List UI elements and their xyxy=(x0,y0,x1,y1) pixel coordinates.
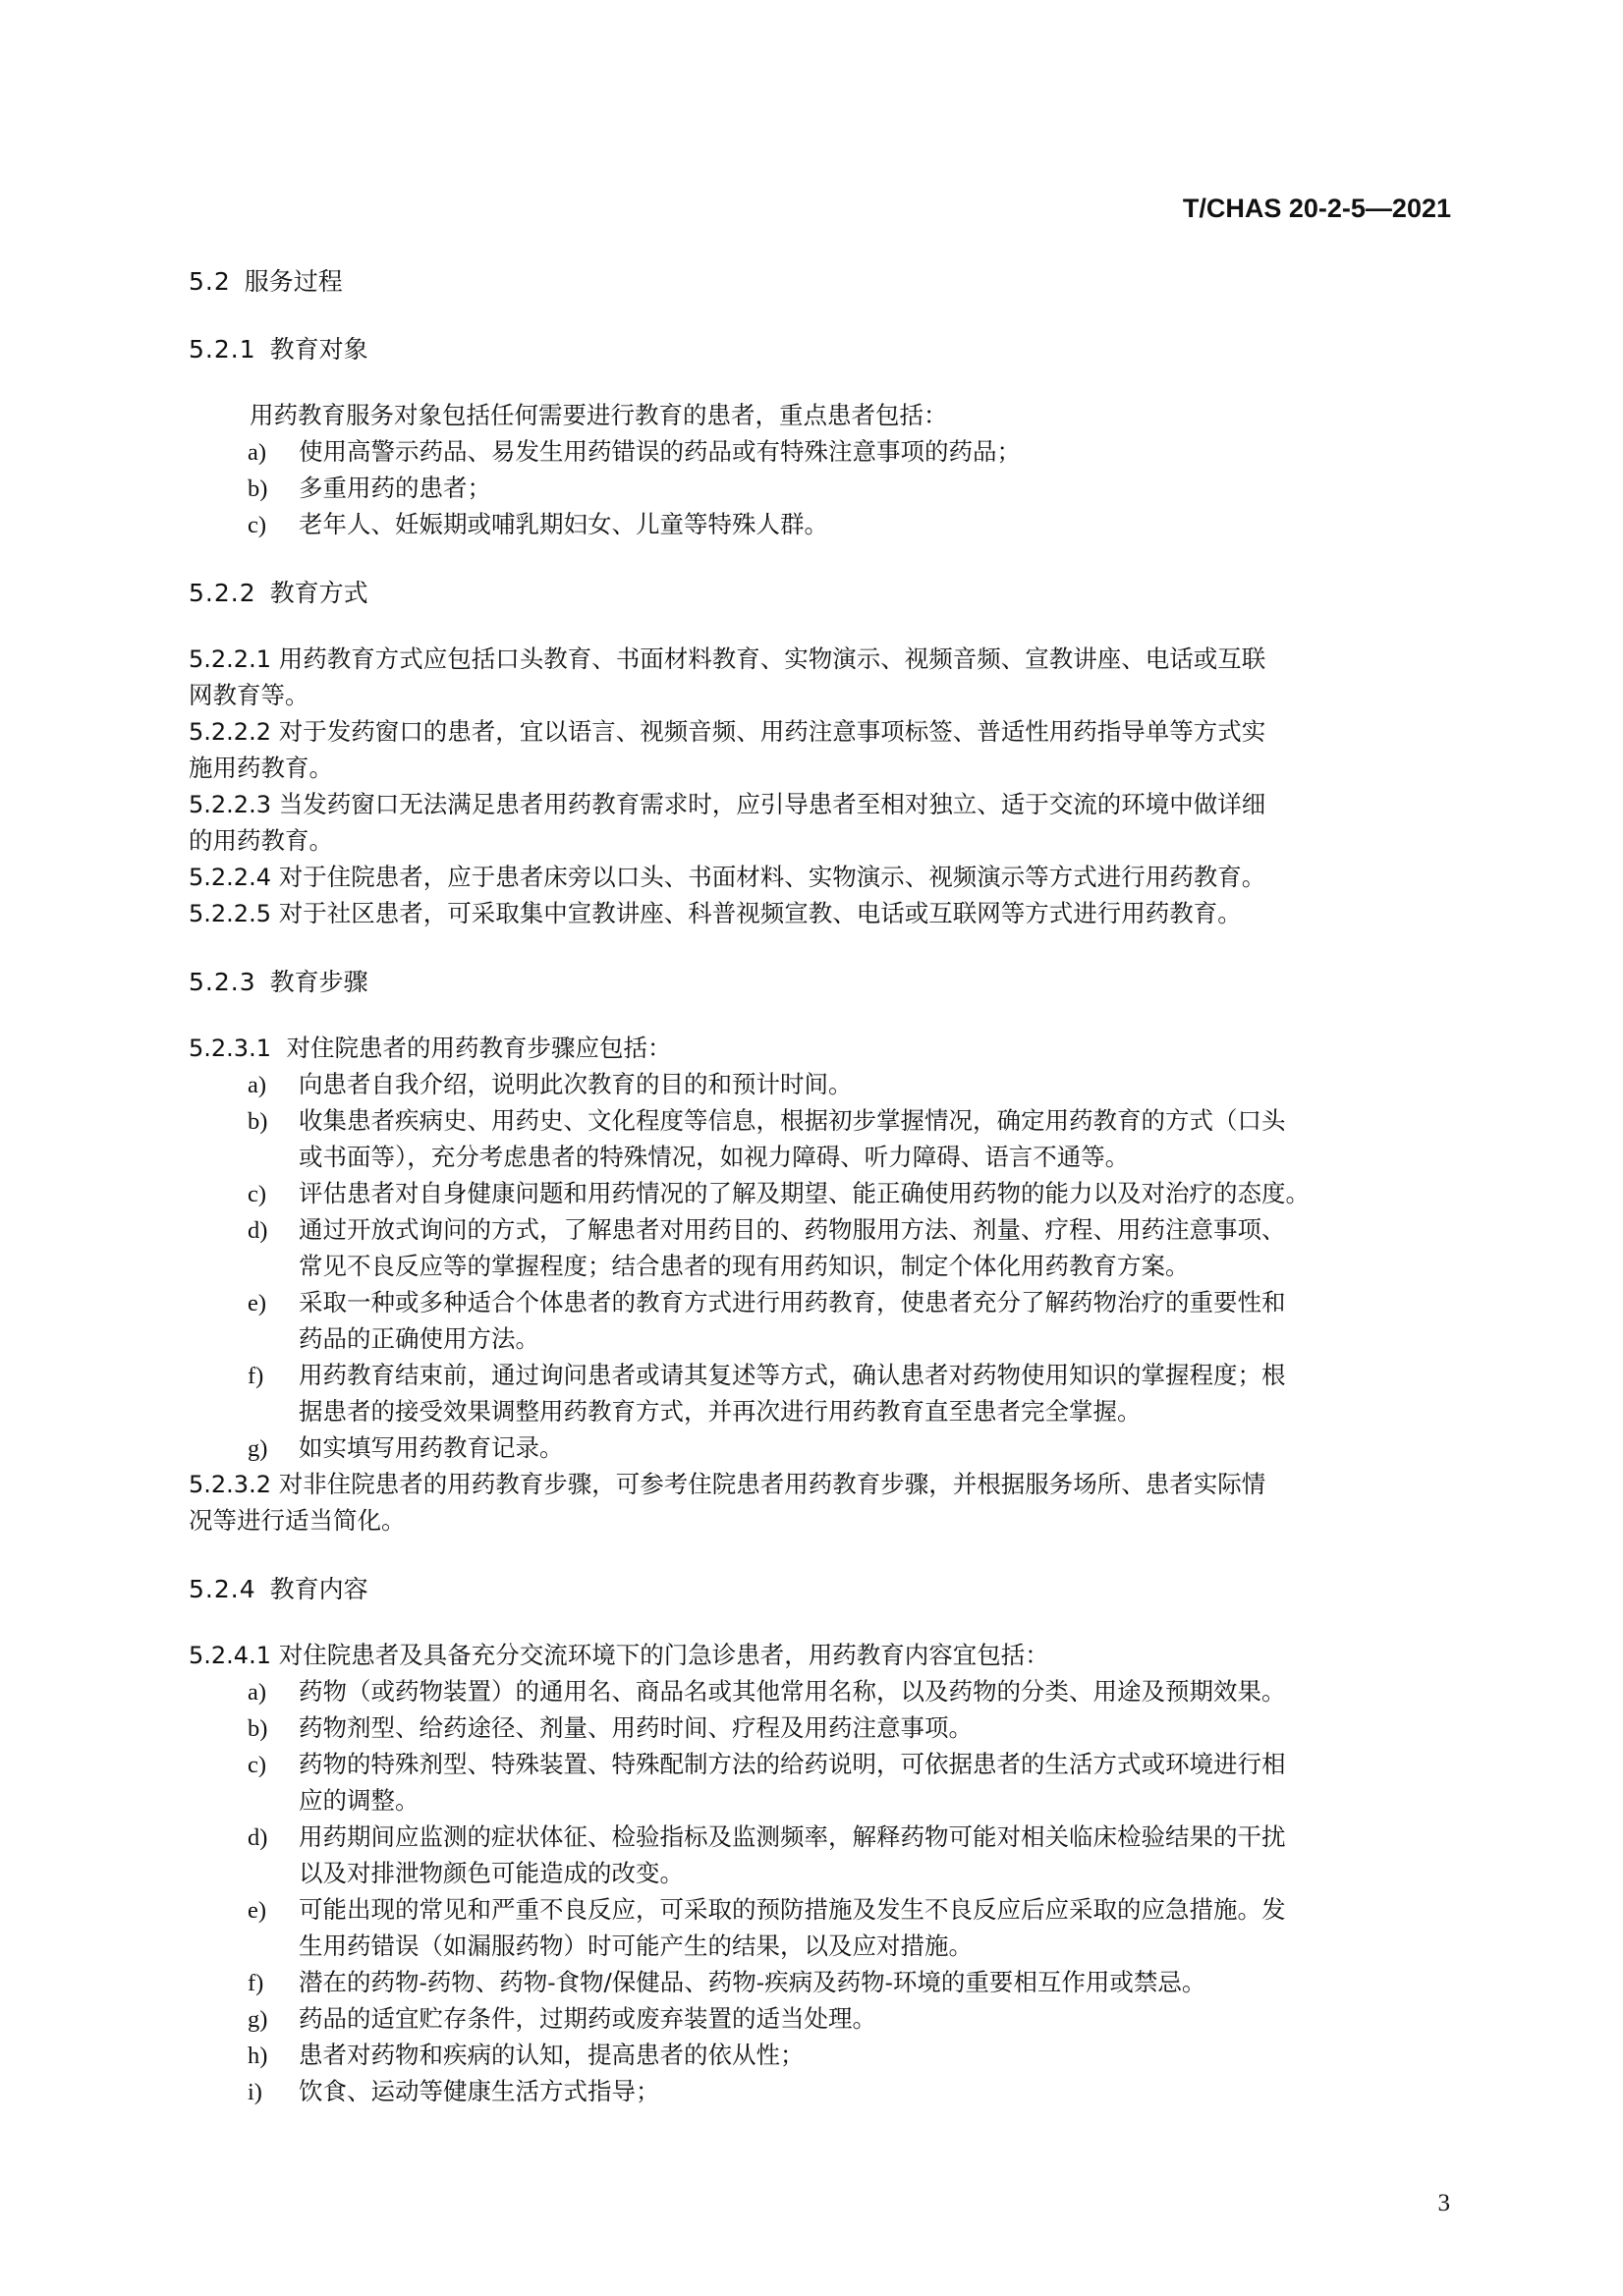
section-number: 5.2.4 xyxy=(189,1575,256,1603)
page-content xyxy=(189,263,1456,2109)
list-item: g) 药品的适宜贮存条件，过期药或废弃装置的适当处理。 xyxy=(248,2004,876,2033)
clause-5-2-2-4: 5.2.2.4 对于住院患者，应于患者床旁以口头、书面材料、实物演示、视频演示等方式进行用药教育。 xyxy=(189,863,1266,891)
list-item: b) 药物剂型、给药途径、剂量、用药时间、疗程及用药注意事项。 xyxy=(248,1713,973,1742)
list-item: b) 多重用药的患者； xyxy=(248,474,491,502)
list-item: e) 可能出现的常见和严重不良反应，可采取的预防措施及发生不良反应后应采取的应急措施。发 生用药错误（如漏服药物）时可能产生的结果，以及应对措施。 xyxy=(248,1895,1286,1960)
section-title: 教育步骤 xyxy=(269,968,368,996)
clause-5-2-2-3: 5.2.2.3 当发药窗口无法满足患者用药教育需求时，应引导患者至相对独立、适于交流的环境中做详细 的用药教育。 xyxy=(189,790,1266,855)
list-item: a) 向患者自我介绍，说明此次教育的目的和预计时间。 xyxy=(248,1070,853,1098)
list-item: i) 饮食、运动等健康生活方式指导； xyxy=(248,2077,660,2105)
list-item: g) 如实填写用药教育记录。 xyxy=(248,1433,564,1462)
list-item: d) 用药期间应监测的症状体征、检验指标及监测频率，解释药物可能对相关临床检验结果的干扰 以及对排泄物颜色可能造成的改变。 xyxy=(248,1822,1286,1887)
section-number: 5.2.1 xyxy=(189,335,256,364)
list-item: b) 收集患者疾病史、用药史、文化程度等信息，根据初步掌握情况，确定用药教育的方式（口头 或书面等），充分考虑患者的特殊情况，如视力障碍、听力障碍、语言不通等。 xyxy=(248,1106,1286,1171)
list-item: a) 使用高警示药品、易发生用药错误的药品或有特殊注意事项的药品； xyxy=(248,437,1021,466)
list-item: a) 药物（或药物装置）的通用名、商品名或其他常用名称，以及药物的分类、用途及预期效果。 xyxy=(248,1677,1286,1706)
section-number: 5.2.3 xyxy=(189,968,256,996)
section-heading-5-2-1 xyxy=(189,331,1456,367)
list-item: f) 潜在的药物-药物、药物-食物/保健品、药物-疾病及药物-环境的重要相互作用或禁忌。 xyxy=(248,1968,1206,1996)
section-title: 教育对象 xyxy=(269,335,368,364)
clause-5-2-3-1: 5.2.3.1 对住院患者的用药教育步骤应包括： xyxy=(189,1034,672,1062)
section-title: 教育内容 xyxy=(269,1575,368,1603)
document-code: T/CHAS 20-2-5—2021 xyxy=(1182,194,1451,223)
clause-5-2-2-5: 5.2.2.5 对于社区患者，可采取集中宣教讲座、科普视频宣教、电话或互联网等方式进行用药教育。 xyxy=(189,899,1242,927)
section-title: 服务过程 xyxy=(244,267,343,296)
list-item: e) 采取一种或多种适合个体患者的教育方式进行用药教育，使患者充分了解药物治疗的重要性和 药品的正确使用方法。 xyxy=(248,1288,1286,1353)
list-item: h) 患者对药物和疾病的认知，提高患者的依从性； xyxy=(248,2041,805,2069)
section-heading-5-2-4 xyxy=(189,1571,1456,1607)
list-item: c) 老年人、妊娠期或哺乳期妇女、儿童等特殊人群。 xyxy=(248,510,828,538)
intro-paragraph: 用药教育服务对象包括任何需要进行教育的患者，重点患者包括： xyxy=(250,401,948,429)
section-title: 教育方式 xyxy=(269,579,368,607)
list-item: d) 通过开放式询问的方式，了解患者对用药目的、药物服用方法、剂量、疗程、用药注意事项、 常见不良反应等的掌握程度；结合患者的现有用药知识，制定个体化用药教育方案。 xyxy=(248,1215,1286,1280)
clause-5-2-3-2: 5.2.3.2 对非住院患者的用药教育步骤，可参考住院患者用药教育步骤，并根据服务场所、患者实际情 况等进行适当简化。 xyxy=(189,1470,1266,1535)
list-item: c) 评估患者对自身健康问题和用药情况的了解及期望、能正确使用药物的能力以及对治疗的态度。 xyxy=(248,1179,1310,1207)
clause-5-2-2-2: 5.2.2.2 对于发药窗口的患者，宜以语言、视频音频、用药注意事项标签、普适性用药指导单等方式实 施用药教育。 xyxy=(189,717,1266,782)
list-item: f) 用药教育结束前，通过询问患者或请其复述等方式，确认患者对药物使用知识的掌握程度；根 据患者的接受效果调整用药教育方式，并再次进行用药教育直至患者完全掌握。 xyxy=(248,1361,1286,1426)
section-heading-5-2-2 xyxy=(189,575,1456,611)
section-number: 5.2.2 xyxy=(189,579,256,607)
list-item: c) 药物的特殊剂型、特殊装置、特殊配制方法的给药说明，可依据患者的生活方式或环境进行相 应的调整。 xyxy=(248,1750,1286,1815)
clause-5-2-4-1: 5.2.4.1 对住院患者及具备充分交流环境下的门急诊患者，用药教育内容宜包括： xyxy=(189,1641,1049,1669)
clause-5-2-2-1: 5.2.2.1 用药教育方式应包括口头教育、书面材料教育、实物演示、视频音频、宣教讲座、电话或互联 网教育等。 xyxy=(189,644,1266,709)
section-heading-5-2 xyxy=(189,263,1456,300)
page-number: 3 xyxy=(1437,2190,1450,2216)
section-heading-5-2-3 xyxy=(189,964,1456,1000)
section-number: 5.2 xyxy=(189,267,231,296)
